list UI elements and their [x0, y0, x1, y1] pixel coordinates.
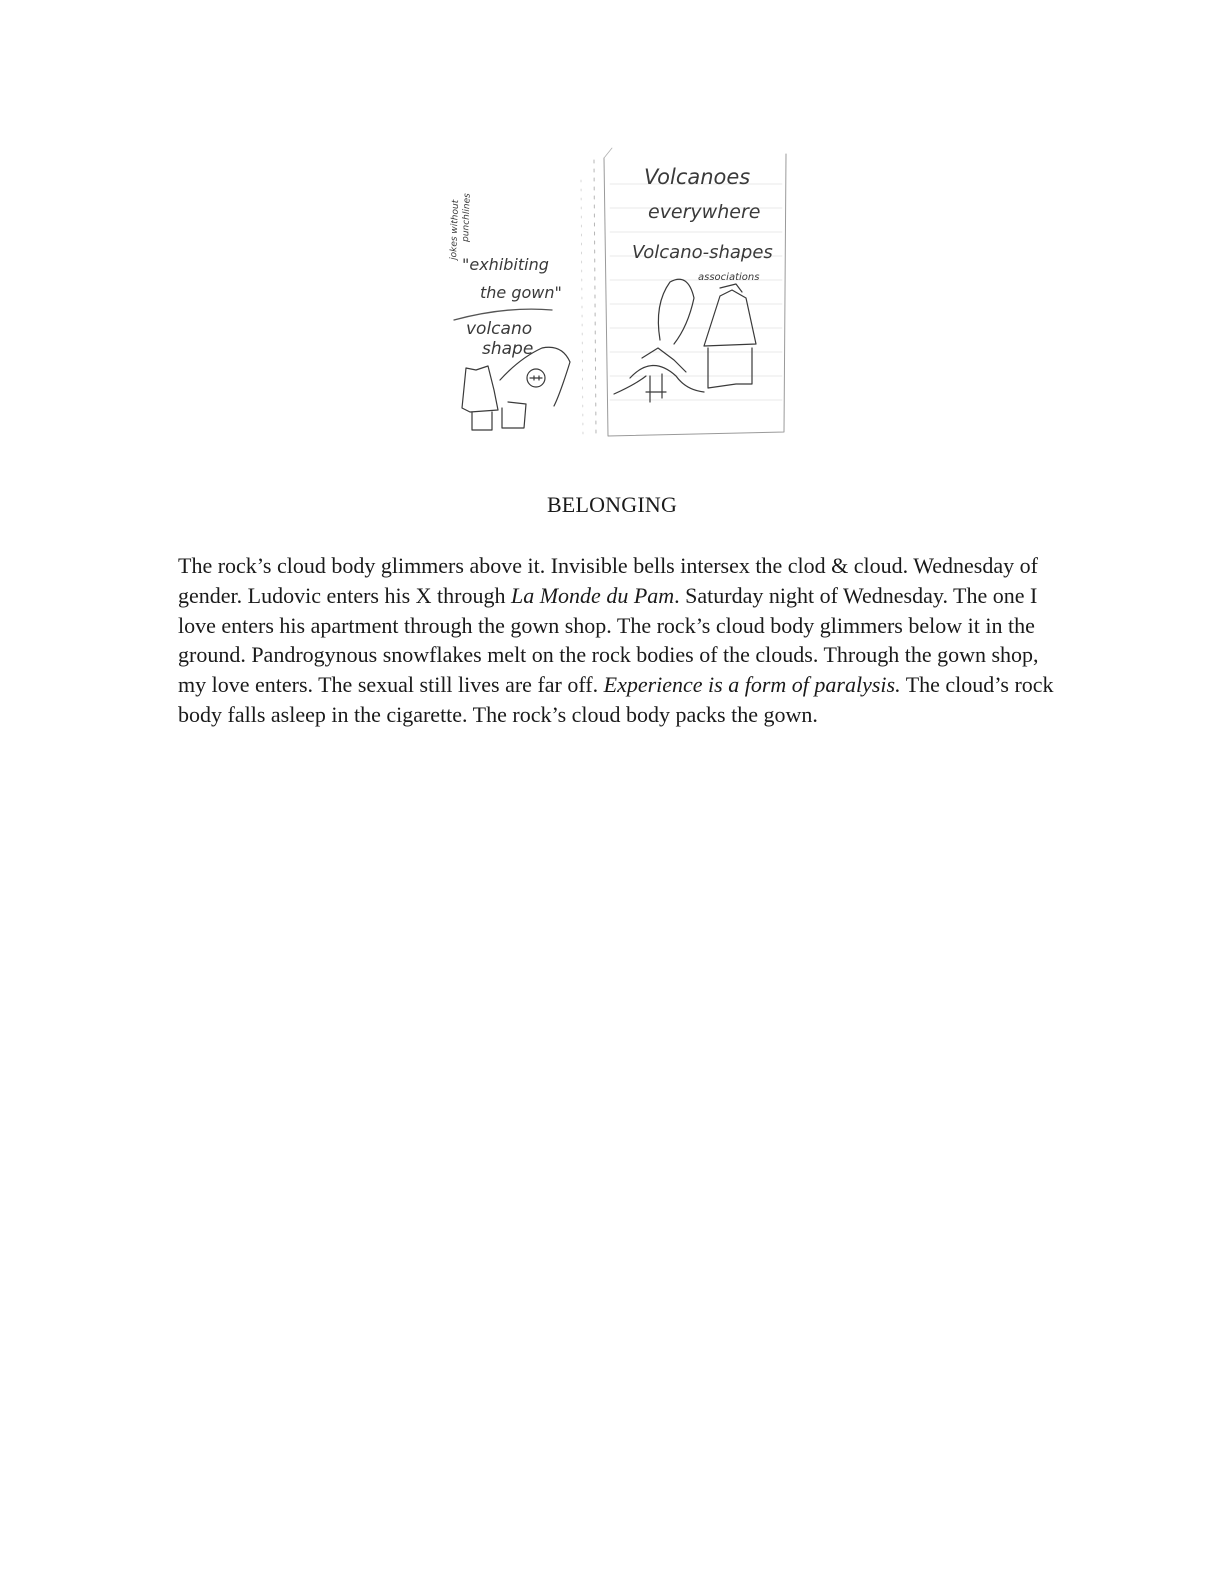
- page-title: BELONGING: [546, 492, 678, 517]
- svg-text:the gown": the gown": [480, 283, 562, 302]
- svg-text:jokes without: jokes without: [449, 199, 462, 261]
- poem-segment: . Saturday night of Wednesday. The one I love enters his apartment through the gown shop. The rock’s cloud body glimmers below it in the ground. Pandrogynous snowflakes melt on the rock bodies of the clouds. Through the gown shop, my love enters. The sexual still lives are far off.: [178, 582, 1039, 698]
- svg-text:everywhere: everywhere: [648, 201, 761, 223]
- notebook-sketch-icon: [436, 140, 792, 440]
- poem-segment: The rock’s cloud body glimmers above it. Invisible bells intersex the clod & cloud. Wednesday of gender. Ludovic enters his X through: [178, 553, 1038, 608]
- svg-text:punchlines: punchlines: [461, 193, 473, 243]
- svg-text:Volcano-shapes: Volcano-shapes: [632, 242, 773, 263]
- svg-text:"exhibiting: "exhibiting: [462, 255, 549, 274]
- svg-text:associations: associations: [698, 272, 760, 283]
- svg-text:shape: shape: [482, 339, 534, 359]
- poem-body: [178, 551, 1058, 730]
- poem-italic-title: La Monde du Pam: [511, 582, 675, 608]
- poem-italic-line: Experience is a form of paralysis.: [603, 672, 901, 698]
- svg-text:volcano: volcano: [466, 319, 533, 339]
- svg-text:Volcanoes: Volcanoes: [644, 165, 751, 189]
- poem-segment: The cloud’s rock body falls asleep in the cigarette. The rock’s cloud body packs the gown.: [178, 672, 1054, 727]
